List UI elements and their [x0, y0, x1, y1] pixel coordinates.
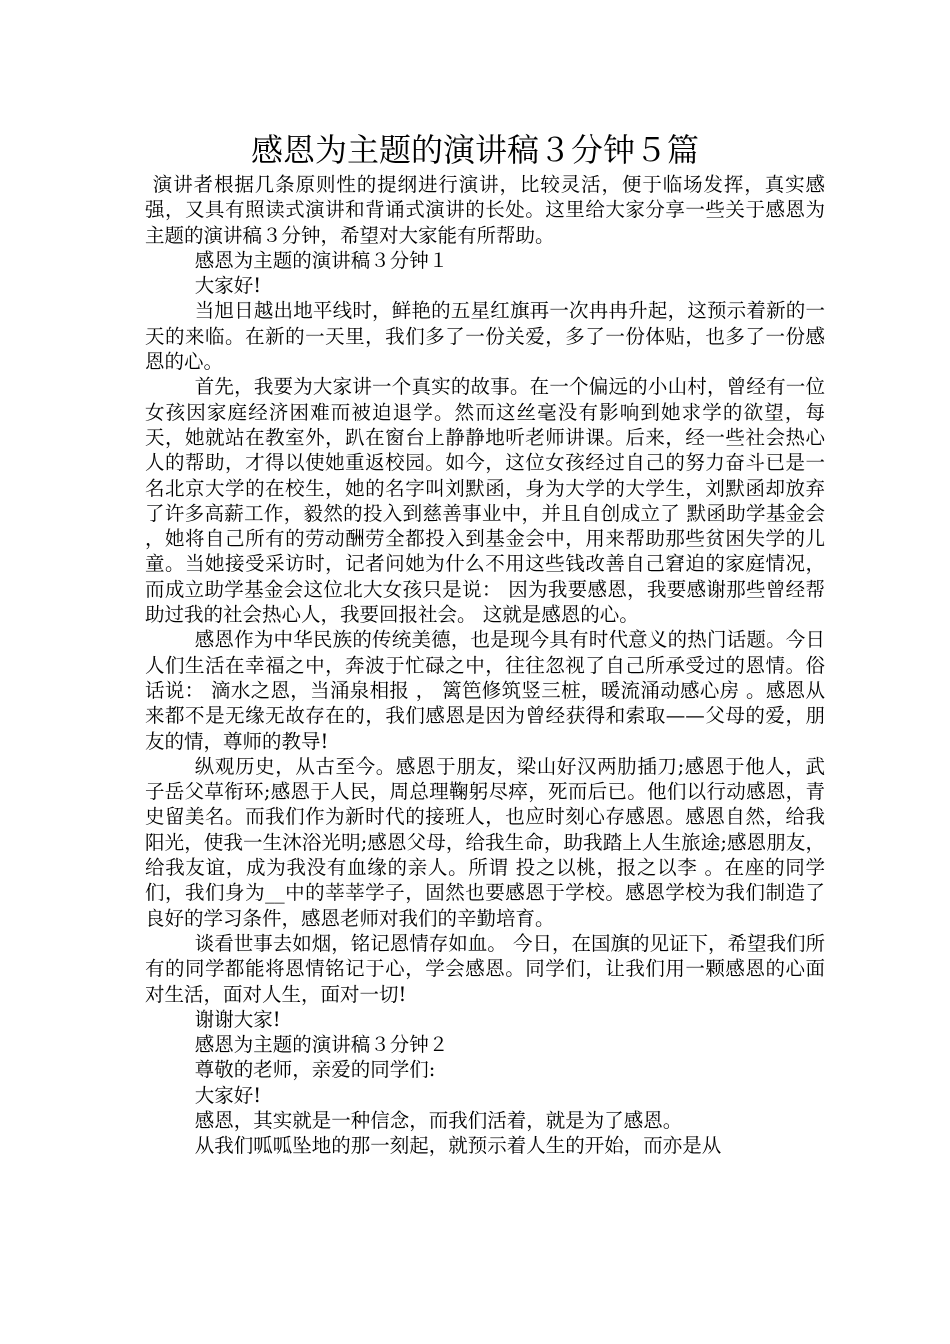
closing-thanks: 谢谢大家! — [194, 1007, 281, 1031]
body-paragraph: 从我们呱呱坠地的那一刻起，就预示着人生的开始，而亦是从 — [194, 1134, 722, 1158]
body-paragraph: 当旭日越出地平线时，鲜艳的五星红旗再一次冉冉升起，这预示着新的一天的来临。在新的一天里，我们多了一份关爱，多了一份体贴，也多了一份感恩的心。 — [145, 299, 825, 374]
greeting: 大家好! — [194, 274, 262, 298]
section-heading-2: 感恩为主题的演讲稿３分钟２ — [194, 1033, 449, 1057]
body-paragraph: 谈看世事去如烟，铭记恩情存如血。 今日，在国旗的见证下，希望我们所有的同学都能将恩情铭记于心，学会感恩。同学们，让我们用一颗感恩的心面对生活，面对人生，面对一切! — [145, 931, 825, 1006]
greeting: 大家好! — [194, 1083, 262, 1107]
body-paragraph: 首先，我要为大家讲一个真实的故事。在一个偏远的小山村，曾经有一位女孩因家庭经济困难而被迫退学。然而这丝毫没有影响到她求学的欲望，每天，她就站在教室外，趴在窗台上静静地听老师讲课。后来，经一些社会热心人的帮助，才得以使她重返校园。如今，这位女孩经过自己的努力奋斗已是一名北京大学的在校生，她的名字叫刘默函，身为大学的大学生，刘默函却放弃了许多高薪工作，毅然的投入到慈善事业中，并且自创成立了 默函助学基金会 ，她将自己所有的劳动酬劳全都投入到基金会中，用来帮助那些贫困失学的儿童。当她接受采访时，记者问她为什么不用这些钱改善自己窘迫的家庭情况，而成立助学基金会这位北大女孩只是说： 因为我要感恩，我要感谢那些曾经帮助过我的社会热心人，我要回报社会。 这就是感恩的心。 — [145, 375, 825, 627]
salutation: 尊敬的老师，亲爱的同学们: — [194, 1058, 436, 1082]
section-heading-1: 感恩为主题的演讲稿３分钟１ — [194, 248, 449, 272]
intro-paragraph: 演讲者根据几条原则性的提纲进行演讲，比较灵活，便于临场发挥，真实感强，又具有照读式演讲和背诵式演讲的长处。这里给大家分享一些关于感恩为主题的演讲稿３分钟，希望对大家能有所帮助。 — [145, 173, 825, 247]
body-paragraph: 纵观历史，从古至今。感恩于朋友，梁山好汉两肋插刀;感恩于他人，武子岳父草衔环;感恩于人民，周总理鞠躬尽瘁，死而后已。他们以行动感恩，青史留美名。而我们作为新时代的接班人，也应时刻心存感恩。感恩自然，给我阳光，使我一生沐浴光明;感恩父母，给我生命，助我踏上人生旅途;感恩朋友，给我友谊，成为我没有血缘的亲人。所谓 投之以桃，报之以李 。在座的同学们，我们身为__中的莘莘学子，固然也要感恩于学校。感恩学校为我们制造了良好的学习条件，感恩老师对我们的辛勤培育。 — [145, 754, 825, 930]
document-body — [145, 172, 825, 1159]
document-title: 感恩为主题的演讲稿３分钟５篇 — [250, 131, 699, 169]
body-paragraph: 感恩作为中华民族的传统美德，也是现今具有时代意义的热门话题。今日人们生活在幸福之中，奔波于忙碌之中，往往忽视了自己所承受过的恩情。俗话说： 滴水之恩，当涌泉相报 ， 篱笆修筑竖三桩，暖流涌动感心房 。感恩从来都不是无缘无故存在的，我们感恩是因为曾经获得和索取——父母的爱，朋友的情，尊师的教导! — [145, 628, 825, 753]
body-paragraph: 感恩，其实就是一种信念，而我们活着，就是为了感恩。 — [194, 1108, 683, 1132]
